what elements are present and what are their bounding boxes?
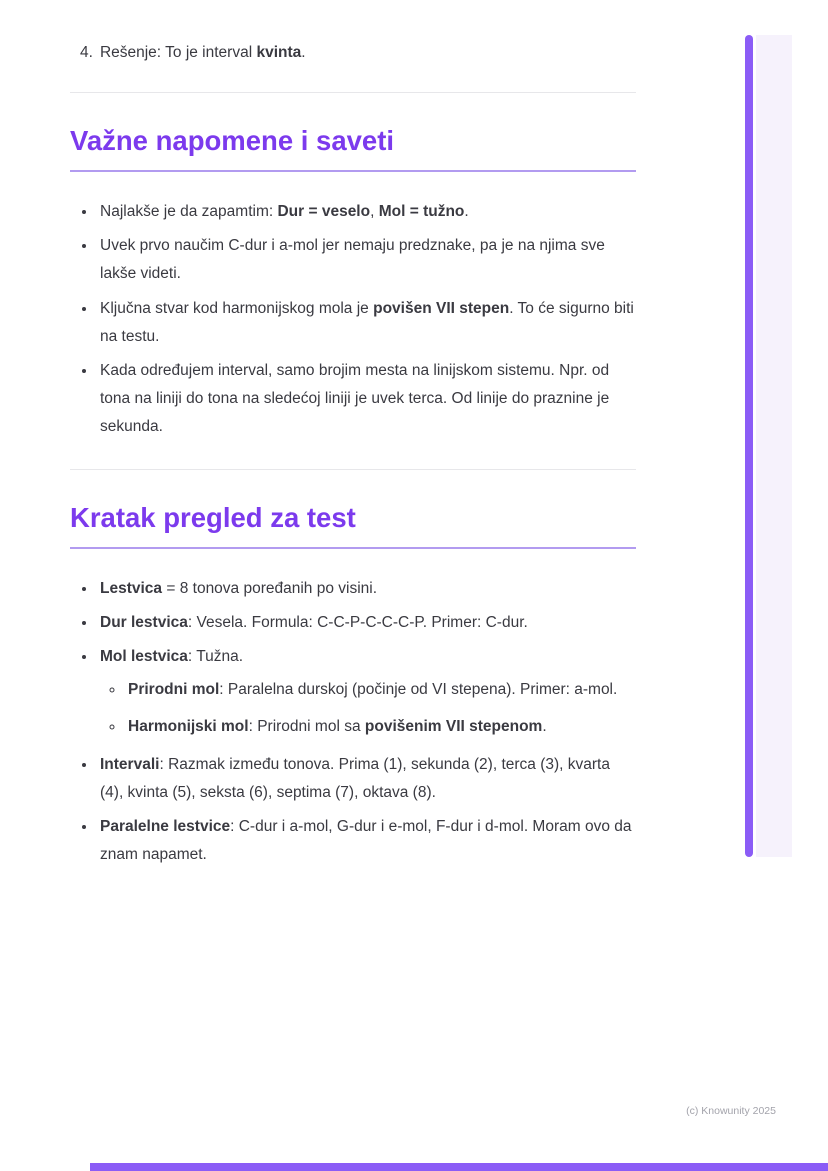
bullet-list	[70, 198, 636, 442]
section-title: Kratak pregled za test	[70, 501, 636, 549]
copyright-text: (c) Knowunity 2025	[686, 1105, 776, 1117]
bullet-item: • Lestvica = 8 tonova poređanih po visini.	[97, 575, 636, 603]
bullet-item: • Dur lestvica: Vesela. Formula: C-C-P-C-C-C-P. Primer: C-dur.	[97, 609, 636, 637]
bullet-list	[70, 575, 636, 870]
scrollbar-track[interactable]	[756, 35, 792, 857]
bottom-scrollbar[interactable]	[90, 1163, 828, 1171]
document-content	[70, 0, 636, 875]
section-title: Važne napomene i saveti	[70, 124, 636, 172]
sections-container	[70, 92, 636, 869]
sub-bullet-list	[100, 676, 636, 741]
bullet-item: • Mol lestvica: Tužna. ◦ Prirodni mol: Paralelna durskoj (počinje od VI stepena). Primer: a-mol. ◦ Harmonijski mol: Prirodni mol sa povišenim VII stepenom.	[97, 643, 636, 742]
bullet-item: • Ključna stvar kod harmonijskog mola je povišen VII stepen. To će sigurno biti na testu.	[97, 295, 636, 351]
numbered-list-item	[70, 0, 636, 65]
list-item-number: 4.	[80, 44, 93, 61]
section-divider	[70, 92, 636, 93]
bullet-item: • Najlakše je da zapamtim: Dur = veselo, Mol = tužno.	[97, 198, 636, 226]
bullet-item: • Paralelne lestvice: C-dur i a-mol, G-dur i e-mol, F-dur i d-mol. Moram ovo da znam napamet.	[97, 813, 636, 869]
bullet-item: • Kada određujem interval, samo brojim mesta na linijskom sistemu. Npr. od tona na liniji do tona na sledećoj liniji je uvek terca. Od linije do praznine je sekunda.	[97, 357, 636, 442]
scrollbar-thumb[interactable]	[745, 35, 753, 857]
list-item-text: Rešenje: To je interval kvinta.	[99, 44, 306, 61]
sub-bullet-item: ◦ Harmonijski mol: Prirodni mol sa povišenim VII stepenom.	[125, 713, 636, 741]
section-divider	[70, 469, 636, 470]
bullet-item: • Uvek prvo naučim C-dur i a-mol jer nemaju predznake, pa je na njima sve lakše videti.	[97, 232, 636, 288]
sub-bullet-item: ◦ Prirodni mol: Paralelna durskoj (počinje od VI stepena). Primer: a-mol.	[125, 676, 636, 704]
bullet-item: • Intervali: Razmak između tonova. Prima (1), sekunda (2), terca (3), kvarta (4), kvinta (5), seksta (6), septima (7), oktava (8).	[97, 751, 636, 807]
